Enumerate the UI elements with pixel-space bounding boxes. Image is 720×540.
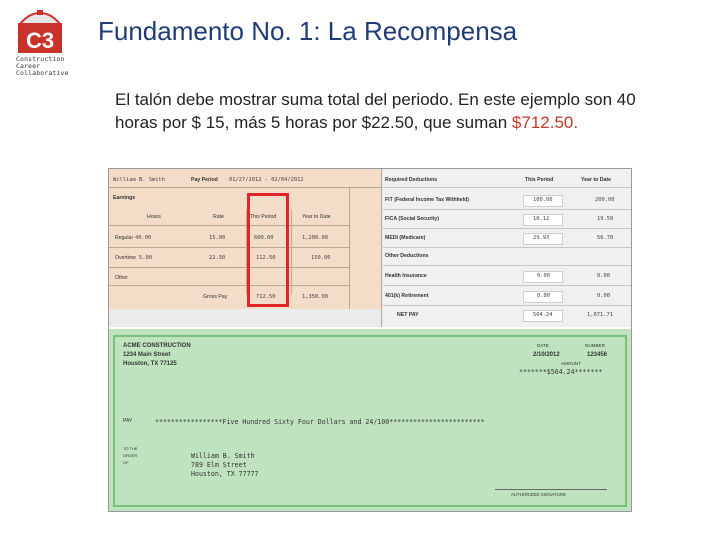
gross-pay-label: Gross Pay	[203, 294, 228, 300]
col-rate: Rate	[213, 214, 224, 220]
divider	[383, 285, 631, 286]
signature-line	[495, 489, 607, 490]
deductions-header: Required Deductions	[385, 177, 438, 183]
divider	[383, 247, 631, 248]
row-regular-hours: 40.00	[135, 235, 152, 241]
check-number-label: NUMBER	[585, 343, 605, 348]
row-overtime-period: 112.50	[256, 255, 276, 261]
check-date: 2/10/2012	[533, 352, 560, 358]
gross-pay-ytd: 1,350.00	[302, 294, 328, 300]
row-overtime-rate: 22.50	[209, 255, 226, 261]
deduction-401k-label: 401(k) Retirement	[385, 293, 429, 299]
earnings-label: Earnings	[113, 195, 136, 201]
deduction-medi-ytd: 56.70	[597, 235, 614, 241]
deduction-401k-ytd: 0.00	[597, 293, 610, 299]
net-pay-period: 564.24	[533, 312, 553, 318]
check-address-2: Houston, TX 77125	[123, 361, 177, 367]
deduction-fit-period: 100.00	[533, 197, 553, 203]
slide-body-total: $712.50.	[511, 113, 579, 132]
pay-period-label: Pay Period	[191, 177, 218, 183]
check-pay-label: PAY	[123, 418, 133, 424]
divider	[109, 225, 349, 226]
col-hours: Hours	[147, 214, 161, 220]
divider	[109, 285, 349, 286]
deduction-fica-label: FICA (Social Security)	[385, 216, 439, 222]
employee-name: William B. Smith	[113, 177, 165, 183]
this-period-highlight-box	[247, 193, 289, 307]
divider	[109, 187, 381, 188]
row-regular-period: 600.00	[254, 235, 274, 241]
logo-caption	[16, 56, 80, 78]
check-pay-words: *****************Five Hundred Sixty Four Dollars and 24/100************************	[155, 418, 485, 426]
check-company: ACME CONSTRUCTION	[123, 343, 191, 349]
deductions-col-period: This Period	[525, 177, 554, 183]
divider	[381, 169, 382, 327]
net-pay-ytd: 1,071.71	[587, 312, 613, 318]
check-number: 123456	[587, 352, 608, 358]
logo-line-1: Construction	[16, 55, 65, 63]
paystub-section	[109, 169, 631, 327]
divider	[383, 187, 631, 188]
logo-line-2: Career	[16, 62, 41, 71]
deduction-health-period: 0.00	[537, 273, 550, 279]
deduction-fit-ytd: 200.00	[595, 197, 615, 203]
divider	[109, 247, 349, 248]
deduction-fit-label: FIT (Federal Income Tax Withheld)	[385, 197, 470, 203]
gross-pay-period: 712.50	[256, 294, 276, 300]
pay-period-value: 01/27/2012 - 02/04/2012	[229, 177, 304, 183]
paystub-document	[108, 168, 632, 512]
row-regular-ytd: 1,200.00	[302, 235, 328, 241]
payee-name: William B. Smith	[191, 452, 255, 460]
slide-body	[115, 88, 655, 134]
deduction-fica-ytd: 19.50	[597, 216, 614, 222]
divider	[383, 209, 631, 210]
row-overtime-label: Overtime	[115, 255, 137, 261]
deduction-health-label: Health Insurance	[385, 273, 427, 279]
col-year-to-date: Year to Date	[302, 214, 331, 220]
slide-body-text: El talón debe mostrar suma total del periodo. En este ejemplo son 40 horas por $ 15, más 5 horas por $22.50, que suman	[115, 90, 636, 132]
row-overtime-ytd: 150.00	[311, 255, 331, 261]
check-amount-label: AMOUNT	[561, 361, 581, 366]
logo-line-3: Collaborative	[16, 69, 69, 78]
divider	[383, 305, 631, 306]
check-to-order-label: TO THE ORDER OF	[123, 446, 138, 465]
deductions-col-ytd: Year to Date	[581, 177, 611, 183]
deduction-health-ytd: 0.00	[597, 273, 610, 279]
deduction-401k-period: 0.00	[537, 293, 550, 299]
divider	[109, 267, 349, 268]
check-address-1: 1234 Main Street	[123, 352, 171, 358]
paycheck	[109, 329, 631, 511]
slide-title: Fundamento No. 1: La Recompensa	[98, 16, 518, 46]
c3-logo-mark-icon	[17, 10, 63, 54]
net-pay-label: NET PAY	[397, 312, 419, 318]
row-regular-label: Regular	[115, 235, 134, 241]
deduction-medi-label: MEDI (Medicare)	[385, 235, 426, 241]
check-date-label: DATE	[537, 343, 549, 348]
payee-address-2: Houston, TX 77777	[191, 470, 259, 478]
signature-label: AUTHORIZED SIGNATURE	[511, 492, 567, 497]
divider	[291, 209, 292, 295]
row-other-label: Other	[115, 275, 128, 281]
divider	[383, 265, 631, 266]
check-amount: *******$564.24*******	[519, 368, 603, 376]
col-this-period: This Period	[250, 214, 277, 220]
row-regular-rate: 15.00	[209, 235, 226, 241]
deduction-medi-period: 29.93	[533, 235, 550, 241]
divider	[349, 187, 350, 309]
other-deductions-header: Other Deductions	[385, 253, 429, 259]
logo-mark-text: C3	[25, 28, 55, 53]
payee-address-1: 789 Elm Street	[191, 461, 247, 469]
deduction-fica-period: 10.12	[533, 216, 550, 222]
c3-logo	[14, 10, 74, 82]
deductions-panel	[383, 169, 631, 327]
row-overtime-hours: 5.00	[139, 255, 152, 261]
divider	[383, 228, 631, 229]
